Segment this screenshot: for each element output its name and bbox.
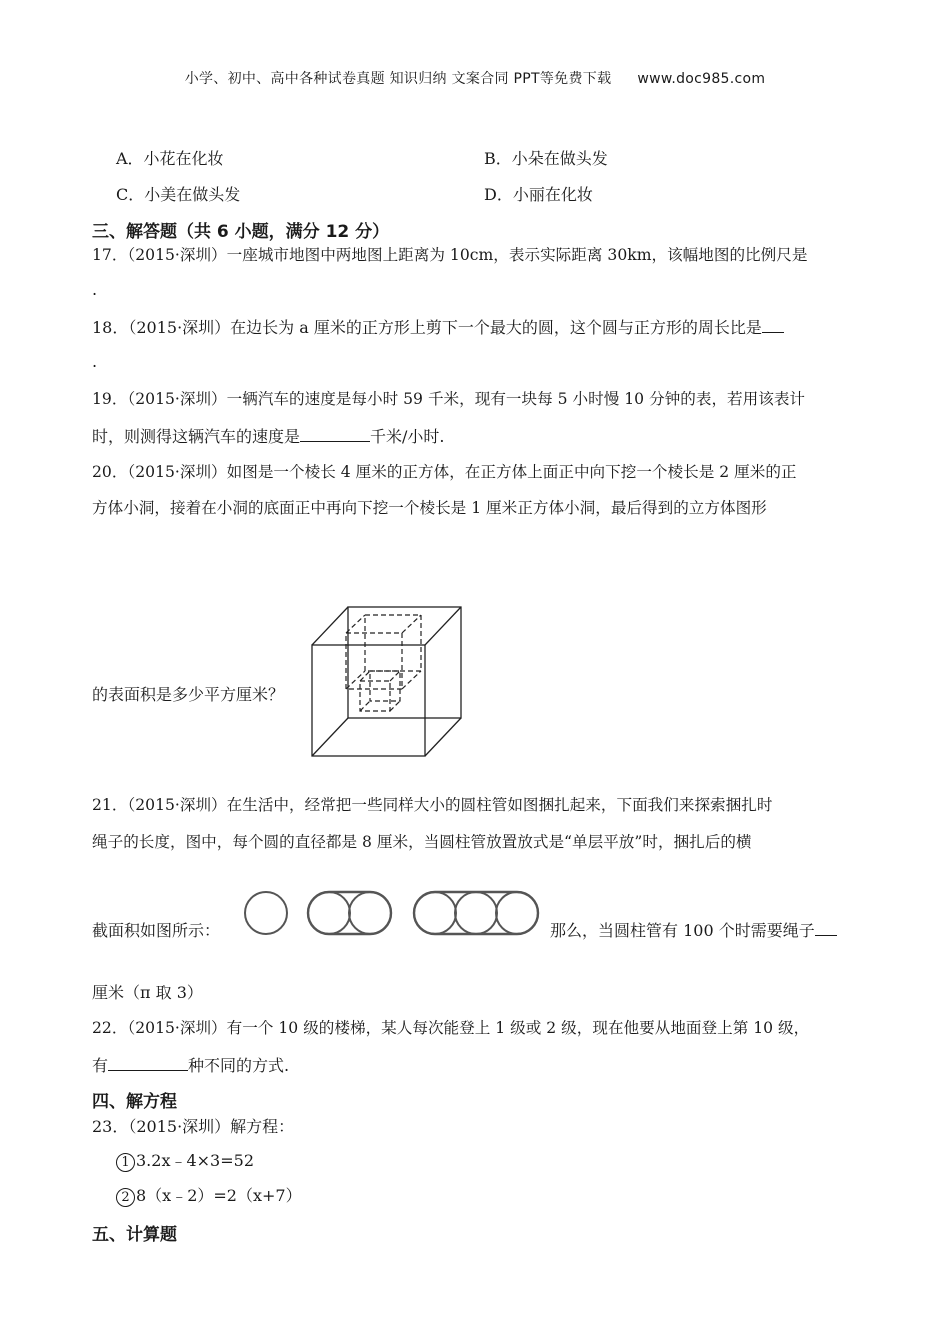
q22-text-post: 种不同的方式. bbox=[188, 1056, 290, 1075]
q21-line1: 21．（2015·深圳）在生活中，经常把一些同样大小的圆柱管如图捆扎起来，下面我们来探索捆扎时 bbox=[92, 796, 773, 814]
pipe-circle bbox=[245, 892, 287, 934]
cube-figure bbox=[308, 605, 466, 757]
hole-small-front bbox=[360, 681, 390, 711]
option-a: A．小花在化妆 bbox=[116, 149, 224, 168]
q19-line2 bbox=[92, 424, 445, 447]
section-5-title: 五、计算题 bbox=[92, 1225, 177, 1245]
rope-band bbox=[414, 892, 538, 934]
circles-figure bbox=[242, 887, 544, 939]
section-4-title: 四、解方程 bbox=[92, 1092, 177, 1112]
circled-number-icon: 2 bbox=[116, 1188, 135, 1207]
hole-small-back bbox=[370, 671, 400, 701]
q23-eq1 bbox=[116, 1148, 254, 1172]
q18-line2: . bbox=[92, 352, 98, 371]
hole-medium-back bbox=[365, 615, 421, 671]
q23-eq2-text: 8（x﹣2）=2（x+7） bbox=[136, 1186, 302, 1205]
cube-edge bbox=[425, 607, 461, 645]
q22-line1: 22．（2015·深圳）有一个 10 级的楼梯，某人每次能登上 1 级或 2 级，现在他要从地面登上第 10 级， bbox=[92, 1019, 810, 1037]
option-c: C．小美在做头发 bbox=[116, 185, 241, 204]
q23-eq1-text: 3.2x﹣4×3=52 bbox=[136, 1151, 255, 1170]
circled-number-icon: 1 bbox=[116, 1153, 135, 1172]
header-site: www.doc985.com bbox=[637, 71, 766, 87]
page-header bbox=[0, 68, 950, 88]
q17-line2: . bbox=[92, 280, 98, 299]
q21-line4: 厘米（π 取 3） bbox=[92, 983, 203, 1002]
q20-line3: 的表面积是多少平方厘米？ bbox=[92, 685, 285, 704]
pipe-circle bbox=[455, 892, 497, 934]
q22-line2 bbox=[92, 1053, 289, 1076]
q20-line1: 20．（2015·深圳）如图是一个棱长 4 厘米的正方体，在正方体上面正中向下挖一个棱长是 2 厘米的正 bbox=[92, 463, 797, 481]
option-d: D．小丽在化妆 bbox=[484, 185, 593, 204]
q23-eq2 bbox=[116, 1183, 302, 1207]
option-b: B．小朵在做头发 bbox=[484, 149, 608, 168]
q20-line2: 方体小洞，接着在小洞的底面正中再向下挖一个棱长是 1 厘米正方体小洞，最后得到的立方体图形 bbox=[92, 499, 767, 517]
cube-edge bbox=[425, 718, 461, 756]
q19-text-post: 千米/小时. bbox=[370, 427, 445, 446]
q21-line2: 绳子的长度，图中，每个圆的直径都是 8 厘米，当圆柱管放置放式是“单层平放”时，捆扎后的横 bbox=[92, 833, 752, 851]
q19-line1: 19．（2015·深圳）一辆汽车的速度是每小时 59 千米，现有一块每 5 小时慢 10 分钟的表，若用该表计 bbox=[92, 390, 806, 408]
cube-front-face bbox=[312, 645, 425, 756]
cube-edge bbox=[312, 607, 348, 645]
section-3-title: 三、解答题（共 6 小题，满分 12 分） bbox=[92, 222, 390, 242]
q17-line1: 17．（2015·深圳）一座城市地图中两地图上距离为 10cm，表示实际距离 30km，该幅地图的比例尺是 bbox=[92, 246, 808, 264]
inner-holes bbox=[346, 615, 421, 711]
q21-text-post: 那么，当圆柱管有 100 个时需要绳子 bbox=[550, 921, 815, 940]
q22-answer-blank bbox=[108, 1056, 188, 1071]
cube-edge bbox=[312, 718, 348, 756]
q21-line3-pre: 截面积如图所示： bbox=[92, 921, 221, 940]
header-text: 小学、初中、高中各种试卷真题 知识归纳 文案合同 PPT等免费下载 bbox=[184, 71, 612, 87]
q21-line3-post bbox=[550, 918, 837, 941]
q18-answer-blank bbox=[762, 318, 784, 333]
q18-line1 bbox=[92, 315, 784, 338]
q18-text: 18．（2015·深圳）在边长为 a 厘米的正方形上剪下一个最大的圆，这个圆与正方形的周长比是 bbox=[92, 318, 762, 337]
q19-answer-blank bbox=[300, 427, 370, 442]
q23-line1: 23．（2015·深圳）解方程： bbox=[92, 1117, 295, 1136]
q22-text-pre: 有 bbox=[92, 1056, 109, 1075]
q19-text-pre: 时，则测得这辆汽车的速度是 bbox=[92, 427, 301, 446]
q21-answer-blank bbox=[815, 921, 837, 936]
